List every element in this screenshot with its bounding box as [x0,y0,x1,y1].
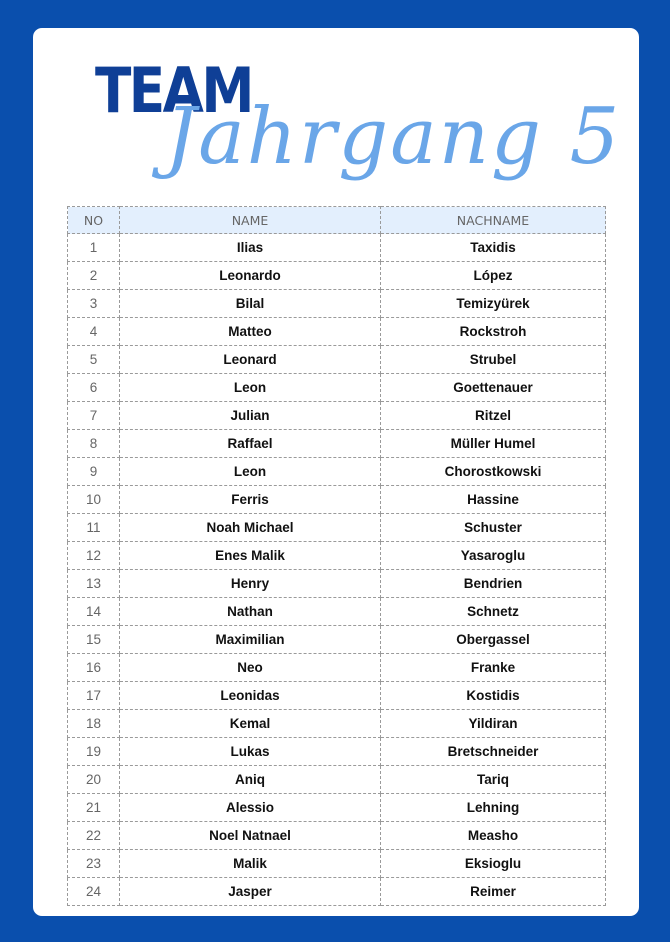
cell-name: Aniq [120,766,381,794]
cell-surname: Bretschneider [381,738,606,766]
table-row [68,822,606,850]
table-row [68,458,606,486]
table-row [68,654,606,682]
table-row [68,626,606,654]
cell-no: 14 [68,598,120,626]
cell-surname: Taxidis [381,234,606,262]
cell-no: 10 [68,486,120,514]
cell-name: Leon [120,458,381,486]
cell-no: 24 [68,878,120,906]
cell-no: 4 [68,318,120,346]
cell-surname: Bendrien [381,570,606,598]
cell-surname: Goettenauer [381,374,606,402]
cell-name: Matteo [120,318,381,346]
cell-surname: Yasaroglu [381,542,606,570]
cell-name: Noah Michael [120,514,381,542]
cell-no: 8 [68,430,120,458]
cell-surname: Reimer [381,878,606,906]
table-row [68,570,606,598]
subtitle-jahrgang: Jahrgang 5 [165,92,622,182]
cell-name: Enes Malik [120,542,381,570]
cell-surname: Tariq [381,766,606,794]
cell-surname: Strubel [381,346,606,374]
cell-surname: Yildiran [381,710,606,738]
table-row [68,878,606,906]
cell-no: 19 [68,738,120,766]
table-row [68,318,606,346]
cell-surname: Chorostkowski [381,458,606,486]
cell-no: 21 [68,794,120,822]
cell-surname: López [381,262,606,290]
cell-name: Lukas [120,738,381,766]
cell-name: Ferris [120,486,381,514]
cell-no: 20 [68,766,120,794]
cell-name: Leonidas [120,682,381,710]
cell-no: 2 [68,262,120,290]
table-row [68,682,606,710]
table-row [68,486,606,514]
cell-name: Bilal [120,290,381,318]
cell-no: 3 [68,290,120,318]
cell-no: 17 [68,682,120,710]
cell-name: Raffael [120,430,381,458]
cell-no: 11 [68,514,120,542]
cell-surname: Obergassel [381,626,606,654]
cell-name: Malik [120,850,381,878]
cell-surname: Lehning [381,794,606,822]
cell-no: 1 [68,234,120,262]
cell-name: Ilias [120,234,381,262]
cell-surname: Kostidis [381,682,606,710]
table-row [68,794,606,822]
cell-no: 22 [68,822,120,850]
cell-no: 13 [68,570,120,598]
table-row [68,374,606,402]
cell-surname: Schnetz [381,598,606,626]
table-row [68,738,606,766]
cell-surname: Ritzel [381,402,606,430]
table-row [68,402,606,430]
table-header-row [68,207,606,234]
cell-no: 6 [68,374,120,402]
roster-table [67,206,606,906]
table-row [68,542,606,570]
table-row [68,430,606,458]
cell-name: Leonard [120,346,381,374]
cell-name: Jasper [120,878,381,906]
table-row [68,514,606,542]
cell-surname: Schuster [381,514,606,542]
column-header-no: NO [68,207,120,234]
cell-no: 7 [68,402,120,430]
cell-surname: Hassine [381,486,606,514]
cell-name: Maximilian [120,626,381,654]
cell-name: Julian [120,402,381,430]
cell-no: 5 [68,346,120,374]
column-header-name: NAME [120,207,381,234]
table-row [68,290,606,318]
cell-no: 23 [68,850,120,878]
cell-no: 12 [68,542,120,570]
table-row [68,710,606,738]
roster-body [68,234,606,906]
cell-surname: Müller Humel [381,430,606,458]
table-row [68,262,606,290]
table-row [68,346,606,374]
cell-no: 16 [68,654,120,682]
table-row [68,850,606,878]
cell-surname: Eksioglu [381,850,606,878]
cell-name: Neo [120,654,381,682]
cell-name: Noel Natnael [120,822,381,850]
cell-surname: Measho [381,822,606,850]
cell-name: Kemal [120,710,381,738]
cell-surname: Temizyürek [381,290,606,318]
cell-surname: Rockstroh [381,318,606,346]
cell-name: Leon [120,374,381,402]
cell-name: Alessio [120,794,381,822]
table-row [68,598,606,626]
cell-name: Nathan [120,598,381,626]
table-row [68,234,606,262]
cell-no: 18 [68,710,120,738]
cell-no: 9 [68,458,120,486]
cell-name: Leonardo [120,262,381,290]
cell-surname: Franke [381,654,606,682]
column-header-surname: NACHNAME [381,207,606,234]
cell-no: 15 [68,626,120,654]
title-team: TEAM [95,54,252,127]
cell-name: Henry [120,570,381,598]
table-row [68,766,606,794]
